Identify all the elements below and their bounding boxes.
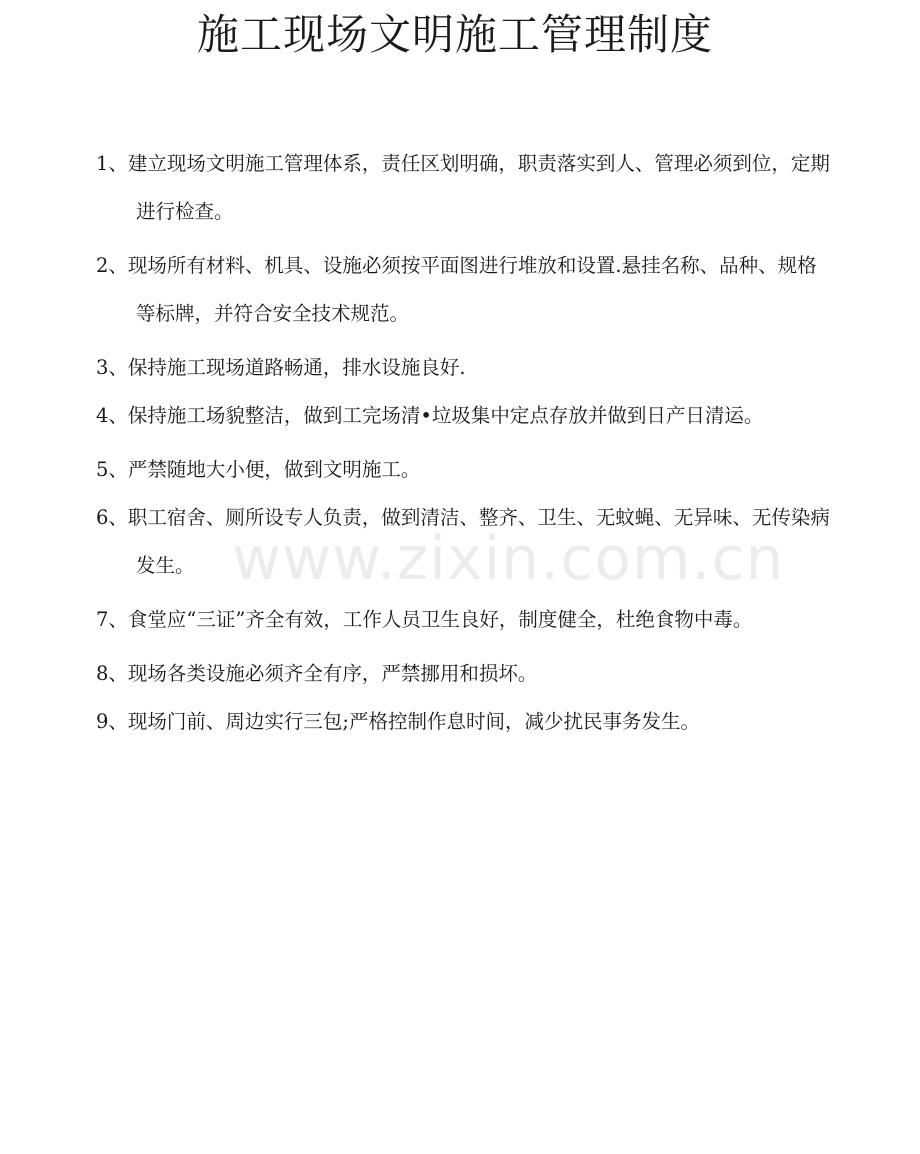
clause-item: 5、严禁随地大小便，做到文明施工。 xyxy=(96,458,421,481)
clause-item: 6、职工宿舍、厕所设专人负责，做到清洁、整齐、卫生、无蚊蝇、无异味、无传染病发生。 xyxy=(96,506,830,577)
clause-item: 3、保持施工现场道路畅通，排水设施良好. xyxy=(96,356,466,379)
clause-list xyxy=(96,140,836,752)
clause-item: 4、保持施工场貌整洁，做到工完场清•垃圾集中定点存放并做到日产日清运。 xyxy=(96,404,764,427)
clause-item: 7、食堂应“三证”齐全有效，工作人员卫生良好，制度健全，杜绝食物中毒。 xyxy=(96,608,753,631)
clause-item: 9、现场门前、周边实行三包;严格控制作息时间，减少扰民事务发生。 xyxy=(96,710,700,733)
clause-item: 2、现场所有材料、机具、设施必须按平面图进行堆放和设置.悬挂名称、品种、规格等标牌，并符合安全技术规范。 xyxy=(96,254,817,325)
clause-item: 8、现场各类设施必须齐全有序，严禁挪用和损坏。 xyxy=(96,662,538,685)
document-title: 施工现场文明施工管理制度 xyxy=(196,10,713,59)
clause-item: 1、建立现场文明施工管理体系，责任区划明确，职责落实到人、管理必须到位，定期进行检查。 xyxy=(96,152,830,223)
watermark-text: www.zixin.com.cn xyxy=(232,524,785,594)
